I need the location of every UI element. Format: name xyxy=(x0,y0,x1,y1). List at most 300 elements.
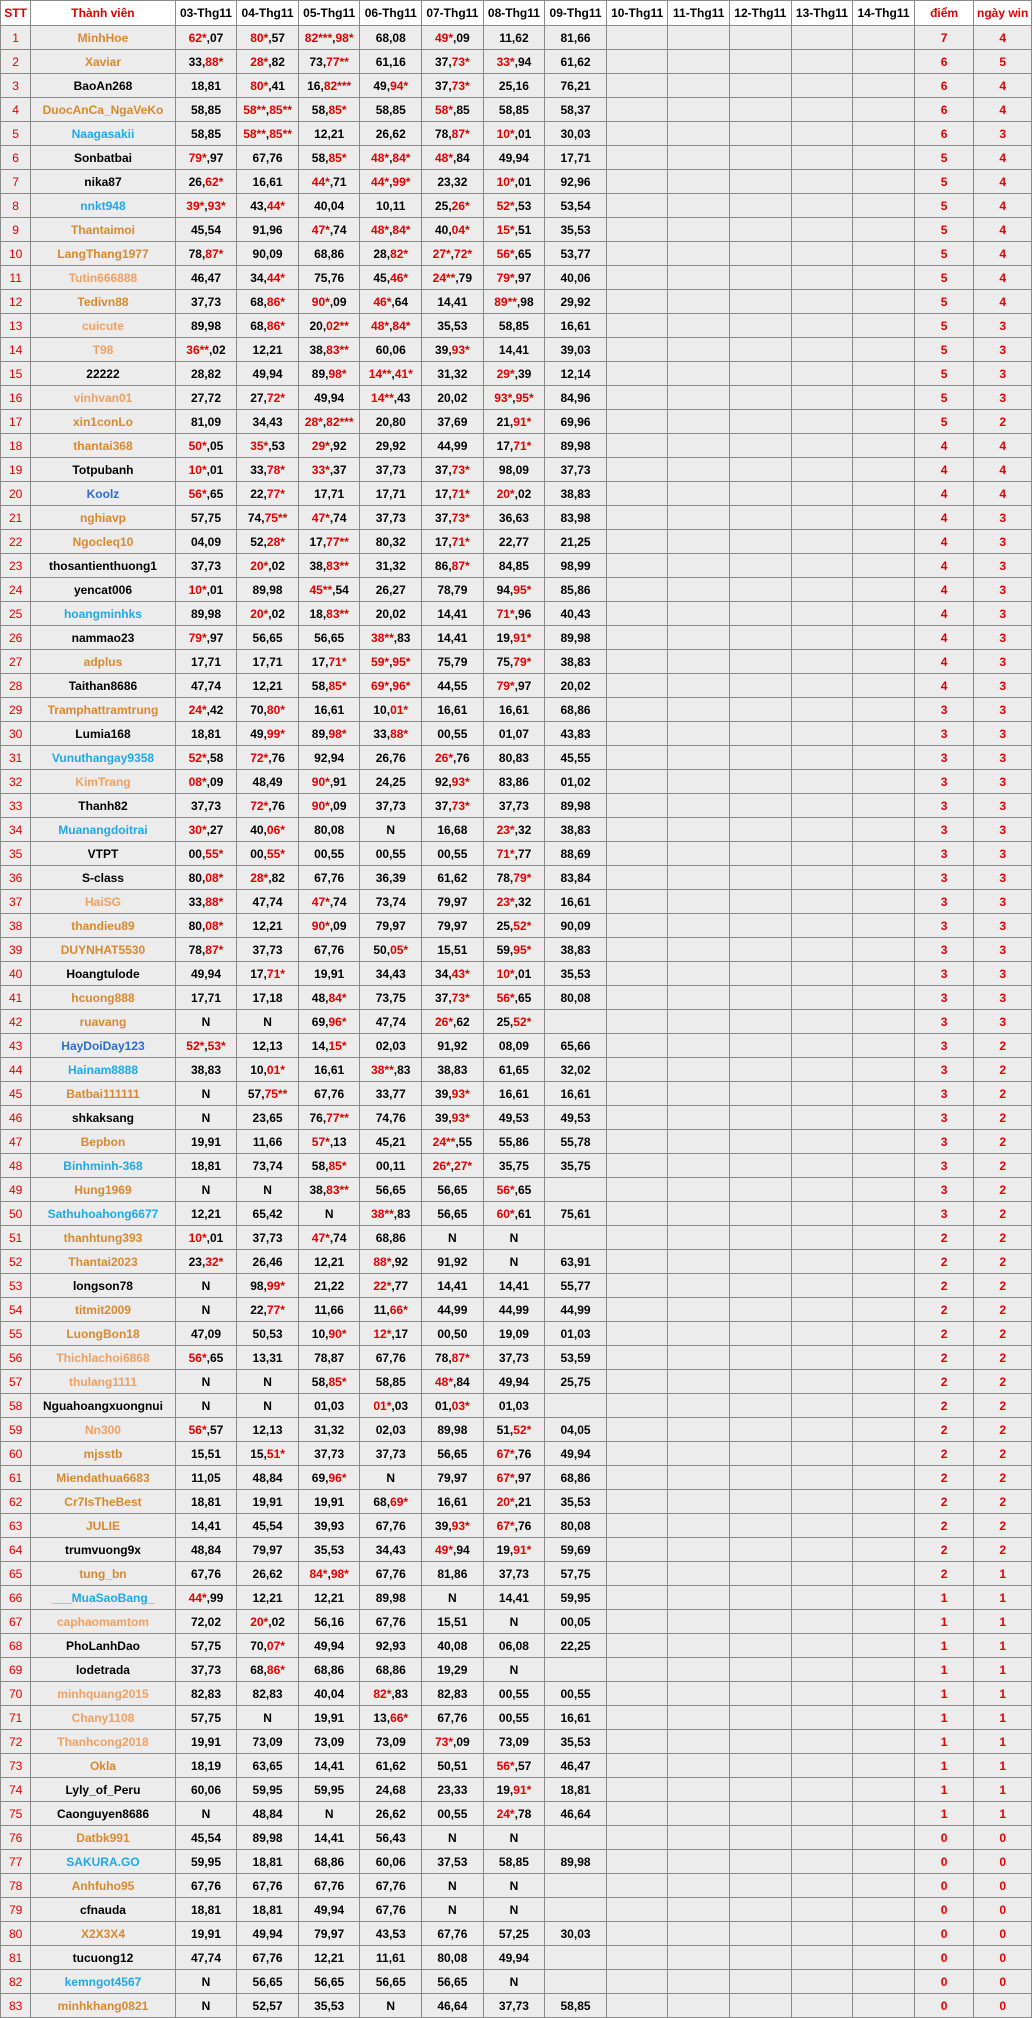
score-cell xyxy=(791,1850,853,1874)
score-cell: 58,85 xyxy=(175,122,237,146)
score-cell: 01,03 xyxy=(545,1322,607,1346)
score-cell xyxy=(730,1298,792,1322)
score-cell: 22,77* xyxy=(237,482,299,506)
score-cell xyxy=(853,1106,915,1130)
score-cell: 67,76 xyxy=(175,1562,237,1586)
score-cell xyxy=(606,458,668,482)
row-number: 65 xyxy=(1,1562,31,1586)
score-cell: 80,08 xyxy=(545,986,607,1010)
score-cell xyxy=(730,1730,792,1754)
table-row xyxy=(1,98,1032,122)
score-cell xyxy=(730,530,792,554)
member-name: Lumia168 xyxy=(31,722,175,746)
score-cell: 39,93* xyxy=(422,338,484,362)
score-cell xyxy=(606,1106,668,1130)
table-row xyxy=(1,1802,1032,1826)
score-cell xyxy=(668,722,730,746)
score-cell: 11,61 xyxy=(360,1946,422,1970)
score-cell xyxy=(668,458,730,482)
score-cell: 82*,83 xyxy=(360,1682,422,1706)
score-cell xyxy=(545,1970,607,1994)
score-cell xyxy=(606,1850,668,1874)
score-cell: 00,55* xyxy=(237,842,299,866)
score-cell xyxy=(545,1826,607,1850)
score-cell xyxy=(606,890,668,914)
score-cell: 58,85* xyxy=(298,1370,360,1394)
score-cell: 46,47 xyxy=(545,1754,607,1778)
score-cell: 33,88* xyxy=(175,50,237,74)
score-cell xyxy=(668,914,730,938)
score-cell: 81,66 xyxy=(545,26,607,50)
score-cell xyxy=(853,986,915,1010)
score-cell xyxy=(668,386,730,410)
win-days-cell: 2 xyxy=(974,410,1032,434)
score-cell: 45,54 xyxy=(237,1514,299,1538)
score-cell: 53,59 xyxy=(545,1346,607,1370)
score-cell xyxy=(730,98,792,122)
score-cell: 60,06 xyxy=(360,338,422,362)
score-cell: 49,94* xyxy=(360,74,422,98)
score-cell xyxy=(791,1010,853,1034)
win-days-cell: 2 xyxy=(974,1490,1032,1514)
score-cell xyxy=(668,1682,730,1706)
score-cell: 45,54 xyxy=(175,218,237,242)
member-name: Sathuhoahong6677 xyxy=(31,1202,175,1226)
score-cell: 48*,84* xyxy=(360,146,422,170)
score-cell xyxy=(606,818,668,842)
score-cell: 48*,84 xyxy=(422,1370,484,1394)
row-number: 36 xyxy=(1,866,31,890)
score-cell xyxy=(853,1154,915,1178)
score-cell: 68,86 xyxy=(298,1658,360,1682)
score-cell: 46,64 xyxy=(545,1802,607,1826)
score-cell: 12,21 xyxy=(237,674,299,698)
table-row xyxy=(1,1970,1032,1994)
win-days-cell: 1 xyxy=(974,1634,1032,1658)
score-cell: 58,85 xyxy=(483,314,545,338)
score-cell: 91,92 xyxy=(422,1250,484,1274)
score-cell: 35*,53 xyxy=(237,434,299,458)
score-cell: 22,77 xyxy=(483,530,545,554)
score-cell: 21,22 xyxy=(298,1274,360,1298)
row-number: 64 xyxy=(1,1538,31,1562)
score-cell: N xyxy=(237,1370,299,1394)
row-number: 34 xyxy=(1,818,31,842)
score-cell xyxy=(668,1586,730,1610)
score-cell: 30*,27 xyxy=(175,818,237,842)
score-cell: 70,07* xyxy=(237,1634,299,1658)
score-cell xyxy=(606,1562,668,1586)
score-cell xyxy=(791,194,853,218)
member-name: Xaviar xyxy=(31,50,175,74)
score-cell: 28,82* xyxy=(360,242,422,266)
points-cell: 1 xyxy=(914,1658,974,1682)
score-cell xyxy=(730,1970,792,1994)
score-cell: 88*,92 xyxy=(360,1250,422,1274)
score-cell xyxy=(606,1394,668,1418)
row-number: 42 xyxy=(1,1010,31,1034)
score-cell: 15*,51 xyxy=(483,218,545,242)
score-cell xyxy=(668,1898,730,1922)
score-cell: N xyxy=(422,1226,484,1250)
score-cell: 37,69 xyxy=(422,410,484,434)
win-days-cell: 4 xyxy=(974,218,1032,242)
score-cell: 37,73 xyxy=(175,794,237,818)
score-cell: 57,25 xyxy=(483,1922,545,1946)
score-cell xyxy=(606,1010,668,1034)
member-name: nammao23 xyxy=(31,626,175,650)
row-number: 16 xyxy=(1,386,31,410)
row-number: 50 xyxy=(1,1202,31,1226)
score-cell: 75,76 xyxy=(298,266,360,290)
score-cell: 17,71* xyxy=(298,650,360,674)
score-cell: 50*,05 xyxy=(175,434,237,458)
score-cell: 59,95 xyxy=(298,1778,360,1802)
score-cell: 17,71* xyxy=(483,434,545,458)
score-cell xyxy=(606,746,668,770)
row-number: 9 xyxy=(1,218,31,242)
row-number: 81 xyxy=(1,1946,31,1970)
score-cell: 60,06 xyxy=(175,1778,237,1802)
score-cell: 17,71 xyxy=(545,146,607,170)
score-cell: 17,71 xyxy=(175,650,237,674)
score-cell xyxy=(668,266,730,290)
score-cell xyxy=(545,1946,607,1970)
row-number: 6 xyxy=(1,146,31,170)
score-cell xyxy=(853,242,915,266)
win-days-cell: 2 xyxy=(974,1058,1032,1082)
score-cell: 56,65 xyxy=(237,626,299,650)
score-cell xyxy=(668,770,730,794)
score-cell xyxy=(730,74,792,98)
score-cell: 49,94 xyxy=(483,1370,545,1394)
score-cell: 50,05* xyxy=(360,938,422,962)
row-number: 51 xyxy=(1,1226,31,1250)
score-cell: 59,95* xyxy=(483,938,545,962)
score-cell: 10*,01 xyxy=(175,458,237,482)
table-row xyxy=(1,1322,1032,1346)
score-cell xyxy=(606,26,668,50)
score-cell: 10,90* xyxy=(298,1322,360,1346)
points-cell: 0 xyxy=(914,1922,974,1946)
score-cell: 49,53 xyxy=(483,1106,545,1130)
score-cell: 50,53 xyxy=(237,1322,299,1346)
score-cell: 72*,76 xyxy=(237,794,299,818)
score-cell: 47,74 xyxy=(360,1010,422,1034)
score-cell xyxy=(606,1298,668,1322)
score-cell: 35,53 xyxy=(545,962,607,986)
table-row xyxy=(1,362,1032,386)
score-cell: 83,98 xyxy=(545,506,607,530)
points-cell: 0 xyxy=(914,1850,974,1874)
table-row xyxy=(1,266,1032,290)
score-cell: 14,41 xyxy=(298,1826,360,1850)
member-name: Thanh82 xyxy=(31,794,175,818)
score-cell xyxy=(853,1922,915,1946)
table-row xyxy=(1,410,1032,434)
score-cell: N xyxy=(175,1274,237,1298)
score-cell xyxy=(668,290,730,314)
score-cell: 14,41 xyxy=(483,1586,545,1610)
score-cell xyxy=(730,1802,792,1826)
win-days-cell: 0 xyxy=(974,1826,1032,1850)
win-days-cell: 3 xyxy=(974,506,1032,530)
score-cell: 20,02** xyxy=(298,314,360,338)
score-cell xyxy=(791,986,853,1010)
score-cell: 37,73 xyxy=(360,506,422,530)
points-cell: 3 xyxy=(914,818,974,842)
score-cell: 48*,84* xyxy=(360,314,422,338)
table-row xyxy=(1,434,1032,458)
score-cell xyxy=(791,1994,853,2018)
score-cell: 37,73 xyxy=(545,458,607,482)
score-cell xyxy=(606,50,668,74)
score-cell: 01*,03 xyxy=(360,1394,422,1418)
score-cell xyxy=(668,1778,730,1802)
points-cell: 3 xyxy=(914,866,974,890)
score-cell: 11,66 xyxy=(237,1130,299,1154)
score-cell: 52*,53 xyxy=(483,194,545,218)
score-cell: 56,65 xyxy=(422,1442,484,1466)
row-number: 23 xyxy=(1,554,31,578)
table-row xyxy=(1,1706,1032,1730)
member-name: Cr7IsTheBest xyxy=(31,1490,175,1514)
table-row xyxy=(1,1490,1032,1514)
member-name: SAKURA.GO xyxy=(31,1850,175,1874)
score-cell xyxy=(606,1490,668,1514)
score-cell xyxy=(606,1514,668,1538)
win-days-cell: 0 xyxy=(974,1898,1032,1922)
points-cell: 4 xyxy=(914,650,974,674)
member-name: cfnauda xyxy=(31,1898,175,1922)
score-cell xyxy=(606,1874,668,1898)
score-cell: 01,07 xyxy=(483,722,545,746)
member-name: Datbk991 xyxy=(31,1826,175,1850)
points-cell: 1 xyxy=(914,1802,974,1826)
score-cell xyxy=(606,1178,668,1202)
score-cell xyxy=(853,698,915,722)
score-cell xyxy=(730,1370,792,1394)
score-cell: N xyxy=(237,1010,299,1034)
score-cell xyxy=(545,1874,607,1898)
score-cell xyxy=(853,962,915,986)
score-cell xyxy=(791,1706,853,1730)
score-cell: 90*,09 xyxy=(298,914,360,938)
score-cell: 46,47 xyxy=(175,266,237,290)
points-cell: 1 xyxy=(914,1754,974,1778)
score-cell: 29,92 xyxy=(545,290,607,314)
row-number: 45 xyxy=(1,1082,31,1106)
score-cell: 43,53 xyxy=(360,1922,422,1946)
score-cell xyxy=(853,50,915,74)
score-cell xyxy=(791,170,853,194)
score-cell xyxy=(791,818,853,842)
score-cell: 56*,65 xyxy=(483,1178,545,1202)
score-cell: 23,32 xyxy=(422,170,484,194)
score-cell xyxy=(606,986,668,1010)
score-cell xyxy=(853,1178,915,1202)
row-number: 53 xyxy=(1,1274,31,1298)
win-days-cell: 3 xyxy=(974,386,1032,410)
score-cell xyxy=(730,1442,792,1466)
score-cell xyxy=(730,170,792,194)
member-name: PhoLanhDao xyxy=(31,1634,175,1658)
score-cell: 68,86 xyxy=(298,1850,360,1874)
table-row xyxy=(1,146,1032,170)
points-cell: 0 xyxy=(914,1994,974,2018)
score-cell: 19,91 xyxy=(175,1130,237,1154)
score-cell xyxy=(730,242,792,266)
win-days-cell: 1 xyxy=(974,1730,1032,1754)
score-cell xyxy=(668,650,730,674)
member-name: tung_bn xyxy=(31,1562,175,1586)
member-name: kemngot4567 xyxy=(31,1970,175,1994)
points-cell: 6 xyxy=(914,74,974,98)
score-cell: 56,65 xyxy=(360,1178,422,1202)
row-number: 80 xyxy=(1,1922,31,1946)
score-cell xyxy=(791,1082,853,1106)
score-cell: 14,41 xyxy=(422,626,484,650)
score-cell xyxy=(791,1058,853,1082)
score-cell xyxy=(668,842,730,866)
score-cell: 16,61 xyxy=(237,170,299,194)
score-cell: 63,91 xyxy=(545,1250,607,1274)
score-cell: 49,94 xyxy=(298,1898,360,1922)
member-name: KimTrang xyxy=(31,770,175,794)
member-name: Naagasakii xyxy=(31,122,175,146)
score-cell: 68,86* xyxy=(237,314,299,338)
score-cell: 55,78 xyxy=(545,1130,607,1154)
score-cell: 71*,77 xyxy=(483,842,545,866)
score-cell: 39,93* xyxy=(422,1082,484,1106)
score-cell: 89,98 xyxy=(545,794,607,818)
score-cell: 20*,02 xyxy=(237,1610,299,1634)
score-cell xyxy=(668,194,730,218)
score-cell: 60*,61 xyxy=(483,1202,545,1226)
row-number: 55 xyxy=(1,1322,31,1346)
row-number: 7 xyxy=(1,170,31,194)
points-cell: 4 xyxy=(914,530,974,554)
member-name: mjsstb xyxy=(31,1442,175,1466)
score-cell xyxy=(791,674,853,698)
table-row xyxy=(1,314,1032,338)
score-cell xyxy=(853,1274,915,1298)
score-cell: 57*,13 xyxy=(298,1130,360,1154)
score-cell: 67,76 xyxy=(422,1922,484,1946)
win-days-cell: 1 xyxy=(974,1658,1032,1682)
score-cell xyxy=(791,1226,853,1250)
score-cell xyxy=(853,1610,915,1634)
score-cell: 56*,57 xyxy=(175,1418,237,1442)
row-number: 17 xyxy=(1,410,31,434)
score-cell: 67,76 xyxy=(237,146,299,170)
score-cell xyxy=(730,266,792,290)
score-cell xyxy=(730,458,792,482)
score-cell xyxy=(791,1202,853,1226)
score-cell xyxy=(730,146,792,170)
points-cell: 0 xyxy=(914,1826,974,1850)
score-cell: 18,81 xyxy=(175,1490,237,1514)
score-cell: 90,09 xyxy=(545,914,607,938)
member-name: xin1conLo xyxy=(31,410,175,434)
score-cell xyxy=(606,1634,668,1658)
score-cell: 91,96 xyxy=(237,218,299,242)
win-days-cell: 2 xyxy=(974,1514,1032,1538)
points-cell: 1 xyxy=(914,1586,974,1610)
score-cell: 48,84 xyxy=(175,1538,237,1562)
score-cell xyxy=(668,1154,730,1178)
score-cell: 16,61 xyxy=(545,314,607,338)
points-cell: 2 xyxy=(914,1250,974,1274)
row-number: 15 xyxy=(1,362,31,386)
table-row xyxy=(1,1082,1032,1106)
row-number: 72 xyxy=(1,1730,31,1754)
score-cell: 01,03* xyxy=(422,1394,484,1418)
score-cell xyxy=(730,1922,792,1946)
row-number: 74 xyxy=(1,1778,31,1802)
score-cell xyxy=(853,890,915,914)
win-days-cell: 4 xyxy=(974,170,1032,194)
score-cell: 00,05 xyxy=(545,1610,607,1634)
score-cell xyxy=(668,1346,730,1370)
score-cell: 39,03 xyxy=(545,338,607,362)
points-cell: 2 xyxy=(914,1394,974,1418)
points-cell: 5 xyxy=(914,146,974,170)
member-name: nnkt948 xyxy=(31,194,175,218)
score-cell: 75,61 xyxy=(545,1202,607,1226)
score-cell xyxy=(853,1778,915,1802)
score-cell xyxy=(853,578,915,602)
score-cell: 82,83 xyxy=(422,1682,484,1706)
score-cell: 38,83 xyxy=(545,650,607,674)
score-cell xyxy=(606,146,668,170)
score-cell: 10*,01 xyxy=(483,170,545,194)
score-cell: 47*,74 xyxy=(298,218,360,242)
score-cell xyxy=(791,842,853,866)
score-cell: 68,86 xyxy=(298,242,360,266)
score-cell: 52*,58 xyxy=(175,746,237,770)
score-cell: 17,71* xyxy=(422,482,484,506)
score-cell xyxy=(668,1658,730,1682)
score-cell: 61,62 xyxy=(360,1754,422,1778)
win-days-cell: 4 xyxy=(974,482,1032,506)
row-number: 39 xyxy=(1,938,31,962)
score-cell xyxy=(606,122,668,146)
score-cell xyxy=(791,1106,853,1130)
score-cell xyxy=(668,1970,730,1994)
score-cell xyxy=(606,1418,668,1442)
score-cell: 18,81 xyxy=(237,1898,299,1922)
score-cell xyxy=(606,698,668,722)
score-cell xyxy=(730,1514,792,1538)
score-cell xyxy=(791,1538,853,1562)
score-cell: 14,41 xyxy=(483,1274,545,1298)
score-cell xyxy=(791,362,853,386)
table-row xyxy=(1,170,1032,194)
ranking-body xyxy=(1,26,1032,2018)
win-days-cell: 2 xyxy=(974,1034,1032,1058)
score-cell xyxy=(853,1586,915,1610)
score-cell xyxy=(668,146,730,170)
member-name: Tedivn88 xyxy=(31,290,175,314)
win-days-cell: 1 xyxy=(974,1610,1032,1634)
score-cell: 61,62 xyxy=(545,50,607,74)
points-cell: 2 xyxy=(914,1514,974,1538)
score-cell xyxy=(791,1826,853,1850)
score-cell: 67,76 xyxy=(175,1874,237,1898)
table-row xyxy=(1,1826,1032,1850)
win-days-cell: 3 xyxy=(974,674,1032,698)
